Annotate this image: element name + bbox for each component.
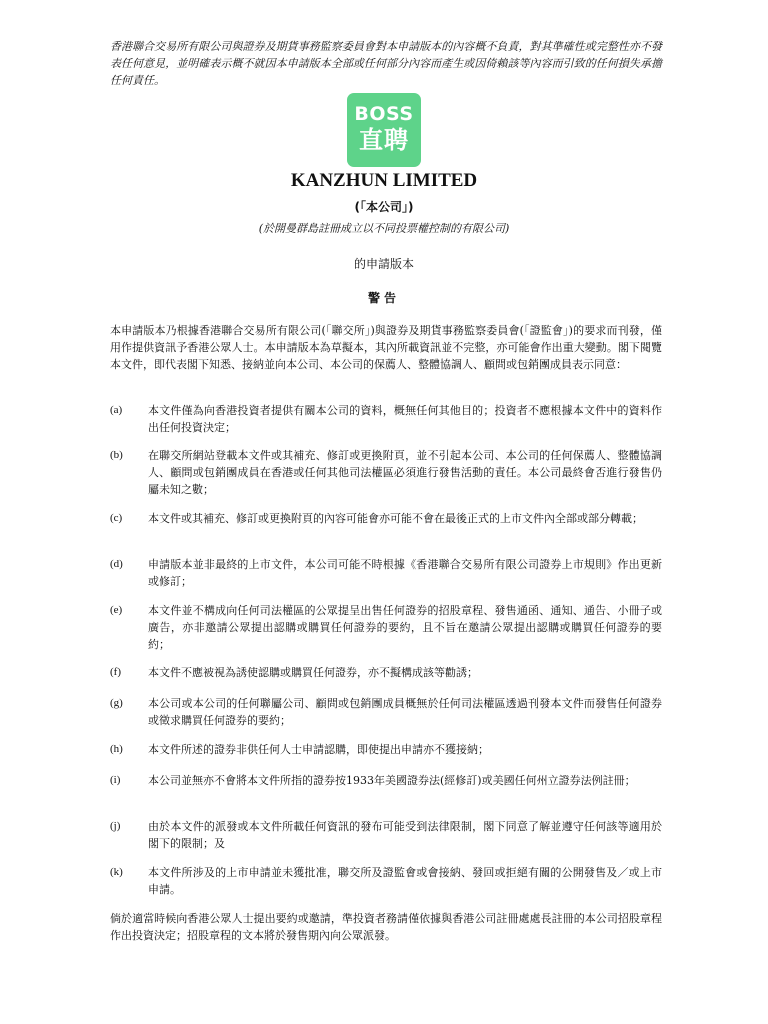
item-text: 本文件不應被視為誘使認購或購買任何證券，亦不擬構成該等勸誘； xyxy=(148,666,478,679)
list-item xyxy=(110,695,662,729)
item-label: (d) xyxy=(110,558,123,570)
logo-line-1: BOSS xyxy=(354,103,414,125)
item-text: 由於本文件的派發或本文件所載任何資訊的發布可能受到法律限制，閣下同意了解並遵守任何該等適用於閣下的限制；及 xyxy=(148,820,662,850)
intro-paragraph: 本申請版本乃根據香港聯合交易所有限公司(「聯交所」)與證券及期貨事務監察委員會(「證監會」)的要求而刊發，僅用作提供資訊予香港公眾人士。本申請版本為草擬本，其內所載資訊並不完整，亦可能會作出重大變動。閣下閱覽本文件，即代表閣下知悉、接納並向本公司、本公司的保薦人、整體協調人、顧問或包銷團成員表示同意： xyxy=(110,324,662,371)
logo-line-2: 直聘 xyxy=(359,126,409,154)
company-name: KANZHUN LIMITED xyxy=(290,170,478,191)
disclaimer-text: 香港聯合交易所有限公司與證券及期貨事務監察委員會對本申請版本的內容概不負責，對其準確性或完整性亦不發表任何意見，並明確表示概不就因本申請版本全部或任何部分內容而產生或因倚賴該等內容而引致的任何損失承擔任何責任。 xyxy=(110,40,662,87)
item-text: 本公司或本公司的任何聯屬公司、顧問或包銷團成員概無於任何司法權區透過刊發本文件而發售任何證券或徵求購買任何證券的要約； xyxy=(148,697,662,727)
item-label: (e) xyxy=(110,604,123,616)
list-item xyxy=(110,556,662,590)
list-item xyxy=(110,447,662,498)
warning-heading: 警告 xyxy=(367,291,400,305)
list-item xyxy=(110,772,662,789)
list-item xyxy=(110,864,662,898)
item-text: 本公司並無亦不會將本文件所指的證券按1933年美國證券法(經修訂)或美國任何州立證券法例註冊； xyxy=(148,774,636,787)
list-item xyxy=(110,602,662,653)
incorporation-note: (於開曼群島註冊成立以不同投票權控制的有限公司) xyxy=(258,222,510,235)
item-text: 申請版本並非最終的上市文件，本公司可能不時根據《香港聯合交易所有限公司證券上市規則》作出更新或修訂； xyxy=(148,558,662,588)
closing-paragraph: 倘於適當時候向香港公眾人士提出要約或邀請，準投資者務請僅依據與香港公司註冊處處長註冊的本公司招股章程作出投資決定；招股章程的文本將於發售期內向公眾派發。 xyxy=(110,912,662,942)
item-label: (i) xyxy=(110,774,121,786)
item-label: (k) xyxy=(110,866,123,878)
item-label: (g) xyxy=(110,697,123,709)
item-label: (f) xyxy=(110,666,121,678)
item-text: 本文件並不構成向任何司法權區的公眾提呈出售任何證券的招股章程、發售通函、通知、通告、小冊子或廣告，亦非邀請公眾提出認購或購買任何證券的要約，且不旨在邀請公眾提出認購或購買任何證券的要約； xyxy=(148,604,662,651)
list-item xyxy=(110,741,662,758)
boss-zhipin-logo xyxy=(347,93,421,167)
item-text: 在聯交所網站登載本文件或其補充、修訂或更換附頁，並不引起本公司、本公司的任何保薦人、整體協調人、顧問或包銷團成員在香港或任何其他司法權區必須進行發售活動的責任。本公司最終會否進行發售仍屬未知之數； xyxy=(148,449,662,496)
item-label: (h) xyxy=(110,743,123,755)
item-label: (b) xyxy=(110,449,123,461)
company-alias: (「本公司」) xyxy=(354,200,414,214)
list-item xyxy=(110,402,662,436)
item-text: 本文件所述的證券非供任何人士申請認購，即使提出申請亦不獲接納； xyxy=(148,743,489,756)
list-item xyxy=(110,664,662,681)
document-version: 的申請版本 xyxy=(353,257,414,271)
list-item xyxy=(110,510,662,527)
item-label: (a) xyxy=(110,404,123,416)
item-label: (j) xyxy=(110,820,121,832)
item-text: 本文件僅為向香港投資者提供有關本公司的資料，概無任何其他目的；投資者不應根據本文件中的資料作出任何投資決定； xyxy=(148,404,662,434)
item-text: 本文件或其補充、修訂或更換附頁的內容可能會亦可能不會在最後正式的上市文件內全部或部分轉載； xyxy=(148,512,643,525)
item-label: (c) xyxy=(110,512,123,524)
list-item xyxy=(110,818,662,852)
item-text: 本文件所涉及的上市申請並未獲批准，聯交所及證監會或會接納、發回或拒絕有關的公開發售及／或上市申請。 xyxy=(148,866,662,896)
